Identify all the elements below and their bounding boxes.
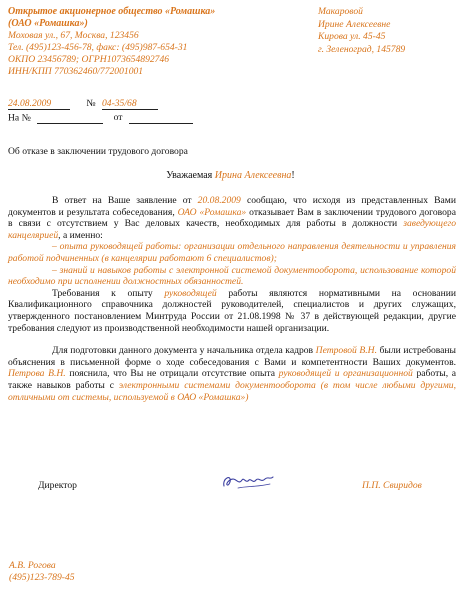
sender-block <box>8 6 258 78</box>
signature-name: П.П. Свиридов <box>362 480 422 491</box>
signature-image <box>218 468 278 494</box>
recipient-block <box>318 6 458 56</box>
greeting-suffix: ! <box>291 170 295 181</box>
sender-okpo: ОКПО 23456789; ОГРН1073654892746 <box>8 54 170 65</box>
reference-number-blank <box>37 112 103 124</box>
sender-org-name: Открытое акционерное общество «Ромашка» <box>8 6 216 17</box>
p1-position: заведующего канцелярией <box>8 218 456 241</box>
sender-inn: ИНН/КПП 770362460/772001001 <box>8 66 144 77</box>
reference-date-blank <box>129 112 193 124</box>
p2-text-2: работы являются нормативными на основании Квалификационного справочника должностей руководителей, специалистов и других служащих, утвержденного постановлением Минтруда России от 21.08.1998 № 37 в действующей редакции, другие требования следуют из производственной необходимости нашей организации. <box>8 287 456 334</box>
letter-subject: Об отказе в заключении трудового договора <box>8 146 188 157</box>
recipient-name: Ирине Алексеевне <box>318 18 391 30</box>
signature-position: Директор <box>38 480 77 491</box>
sender-org-short-name: (ОАО «Ромашка») <box>8 18 88 29</box>
p1-application-date: 20.08.2009 <box>197 195 241 206</box>
p1-text-3: отказывает Вам в заключении трудового договора в связи с отсутствием у Вас деловых качеств, необходимых для работы в должности <box>8 206 456 230</box>
reference-label: На № <box>8 112 31 124</box>
executor-name: А.В. Рогова <box>9 560 56 571</box>
registration-line <box>8 98 158 110</box>
greeting-prefix: Уважаемая <box>166 170 213 181</box>
p2-text-1: Требования к опыту <box>52 287 153 299</box>
executor-block <box>9 560 75 584</box>
p3-text-4: работы, а также навыков работы с <box>8 368 457 391</box>
p1-bullet-2: – знаний и навыков работы с электронной системой документооборота, использование которой необходимо при исполнении должностных обязанностей. <box>8 264 456 288</box>
reference-line <box>8 112 193 124</box>
p3-highlight-1: Петровой В.Н. <box>315 345 377 357</box>
registration-number: 04-35/68 <box>102 98 158 110</box>
greeting-name: Ирина Алексеевна <box>214 170 292 181</box>
letter-body <box>8 195 456 403</box>
reference-from-label: от <box>113 112 123 124</box>
p1-org-name: ОАО «Ромашка» <box>177 206 247 218</box>
p3-text-2: были истребованы объяснения в письменной форме о ходе собеседования с Вами и компетентности Ваших документов. <box>8 345 456 368</box>
paragraph-3 <box>8 345 456 403</box>
recipient-city: г. Зеленоград, 145789 <box>318 43 406 55</box>
p2-highlight: руководящей <box>164 287 217 299</box>
greeting <box>0 170 461 182</box>
p1-bullet-1: – опыта руководящей работы: организации отдельного направления деятельности и управления работой подчиненных (в канцелярии работают 6 специалистов); <box>8 241 456 264</box>
paragraph-2 <box>8 288 456 334</box>
p3-text-1: Для подготовки данного документа у начальника отдела кадров <box>52 345 314 357</box>
p1-text-2: сообщаю, что исходя из представленных Вами документов и результата собеседования, <box>8 195 456 218</box>
recipient-street: Кирова ул. 45-45 <box>318 31 386 42</box>
registration-date: 24.08.2009 <box>8 98 70 110</box>
p1-text-1: В ответ на Ваше заявление от <box>52 195 192 206</box>
paragraph-1 <box>8 195 456 241</box>
registration-number-sign: № <box>86 98 96 110</box>
p3-highlight-4: электронными системами документооборота (в том числе любыми другими, отличными от системы, используемой в ОАО «Ромашка») <box>8 379 456 403</box>
p3-text-3: пояснила, что Вы не отрицали отсутствие опыта <box>69 368 276 380</box>
p1-text-4: , а именно: <box>58 229 103 241</box>
executor-phone: (495)123-789-45 <box>9 572 75 583</box>
p3-highlight-3: руководящей и организационной <box>278 368 413 380</box>
sender-address: Моховая ул., 67, Москва, 123456 <box>8 30 139 41</box>
sender-phone: Тел. (495)123-456-78, факс: (495)987-654-31 <box>8 42 188 53</box>
recipient-surname: Макаровой <box>318 6 363 17</box>
p3-highlight-2: Петрова В.Н. <box>8 368 66 380</box>
